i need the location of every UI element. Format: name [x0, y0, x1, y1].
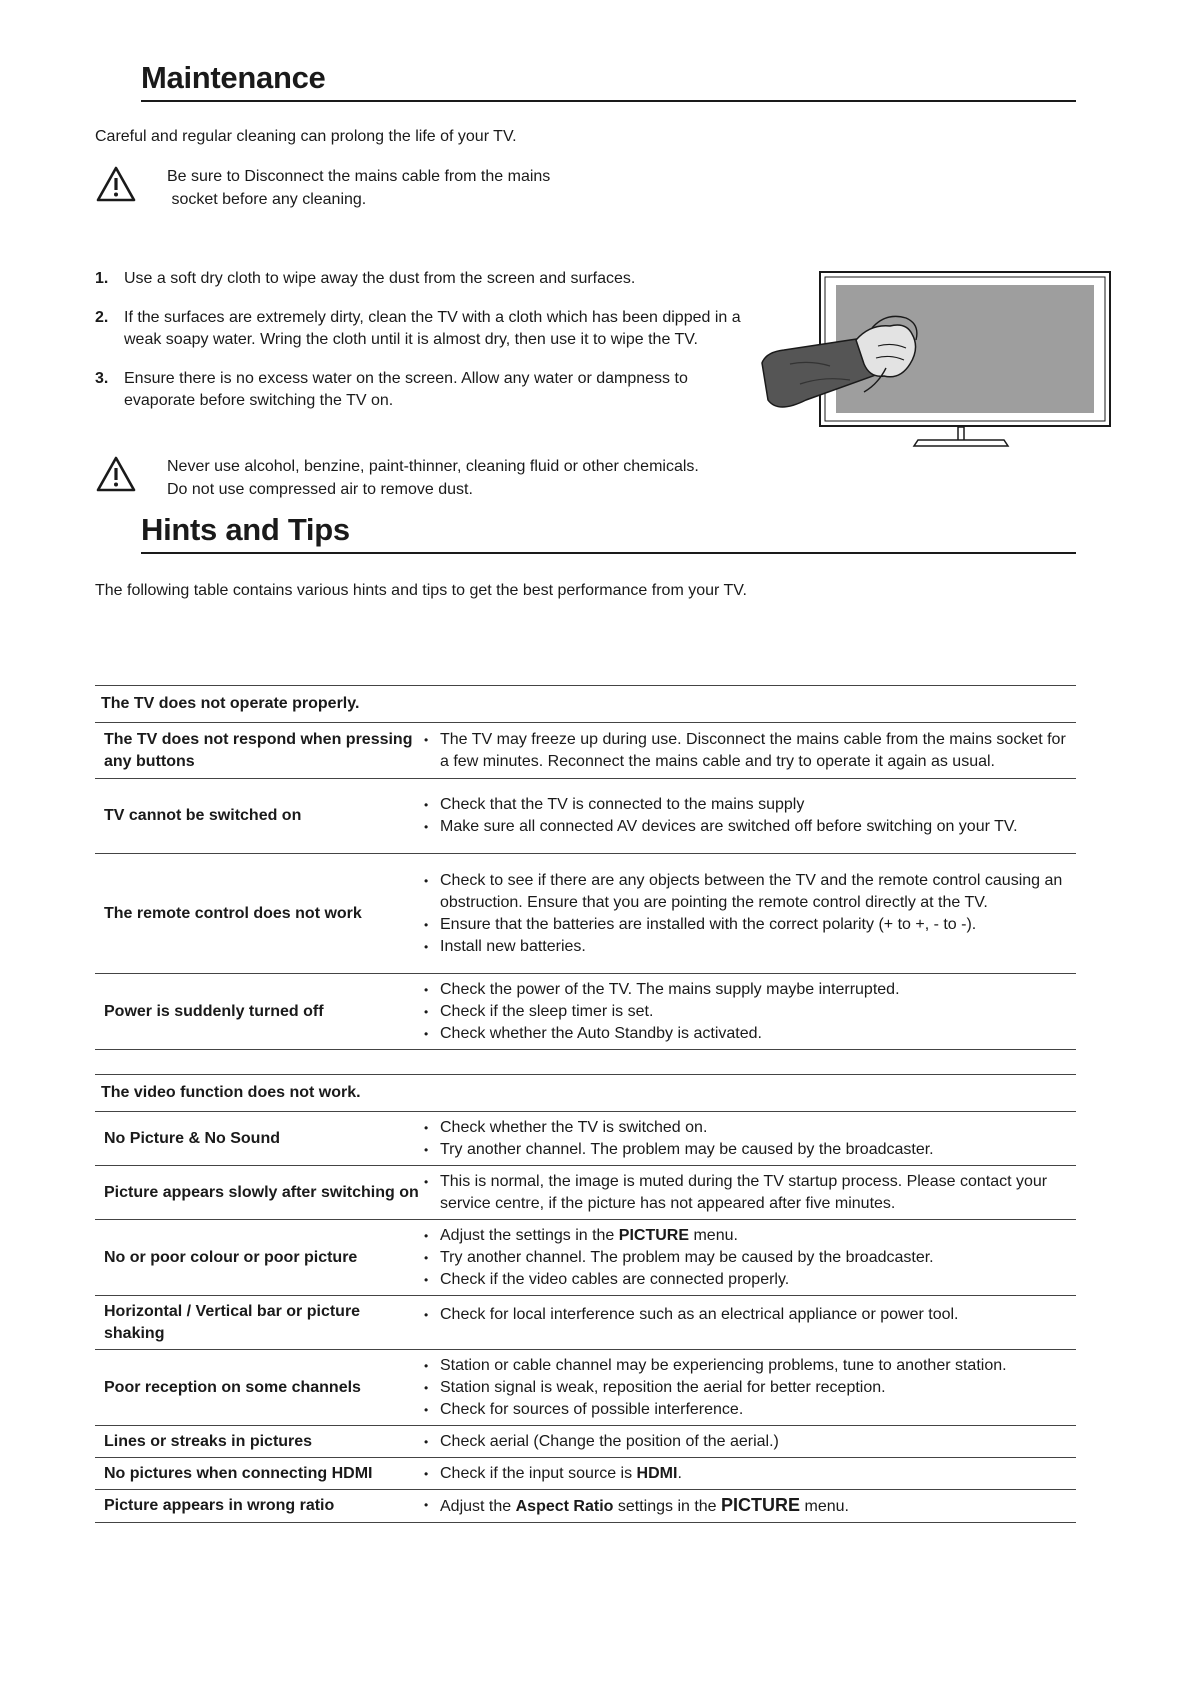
step-text: Use a soft dry cloth to wipe away the dust from the screen and surfaces. — [124, 270, 636, 287]
problem-cell: No pictures when connecting HDMI — [95, 1458, 422, 1490]
solution-cell — [422, 854, 1076, 974]
problem-cell: TV cannot be switched on — [95, 779, 422, 854]
hints-table-operate — [95, 685, 1076, 1050]
warning-triangle-icon — [95, 165, 137, 203]
solution-cell — [422, 974, 1076, 1050]
section-heading-row — [95, 1075, 1076, 1112]
solution-item: • Station signal is weak, reposition the aerial for better reception. — [422, 1377, 1076, 1399]
problem-cell: The TV does not respond when pressing any buttons — [95, 723, 422, 779]
table-row — [95, 1458, 1076, 1490]
solution-cell — [422, 1112, 1076, 1166]
cleaning-steps — [95, 268, 755, 429]
table-row — [95, 1166, 1076, 1220]
solution-item: • Check that the TV is connected to the mains supply — [422, 794, 1076, 816]
warning-triangle-icon — [95, 455, 137, 493]
solution-item: • Station or cable channel may be experiencing problems, tune to another station. — [422, 1355, 1076, 1377]
step-item — [95, 307, 755, 351]
solution-item — [422, 1494, 1076, 1518]
problem-cell: Picture appears in wrong ratio — [95, 1490, 422, 1523]
table-row — [95, 1350, 1076, 1426]
solution-item: • Try another channel. The problem may be caused by the broadcaster. — [422, 1139, 1076, 1161]
solution-text: Adjust the settings in the — [440, 1226, 619, 1244]
problem-cell: No Picture & No Sound — [95, 1112, 422, 1166]
solution-item: • Check to see if there are any objects between the TV and the remote control causing an obstruction. Ensure that you are pointing the remote control directly at the TV. — [422, 870, 1076, 914]
problem-cell: The remote control does not work — [95, 854, 422, 974]
table-row — [95, 1490, 1076, 1523]
tv-cleaning-illustration — [760, 268, 1120, 453]
table-row — [95, 1112, 1076, 1166]
warning-line: Be sure to Disconnect the mains cable from the mains — [167, 168, 551, 185]
menu-keyword: PICTURE — [721, 1495, 801, 1515]
problem-cell: Power is suddenly turned off — [95, 974, 422, 1050]
hints-title: Hints and Tips — [141, 512, 1076, 554]
solution-item: • Check whether the TV is switched on. — [422, 1117, 1076, 1139]
solution-cell — [422, 1166, 1076, 1220]
solution-item: • Check for sources of possible interference. — [422, 1399, 1076, 1421]
solution-cell — [422, 723, 1076, 779]
step-number: 1. — [95, 270, 109, 287]
solution-cell — [422, 1490, 1076, 1523]
maintenance-title: Maintenance — [141, 60, 1076, 102]
section-heading-row — [95, 686, 1076, 723]
solution-text: menu. — [689, 1226, 738, 1244]
table-row — [95, 723, 1076, 779]
solution-item — [422, 1463, 1076, 1485]
setting-keyword: Aspect Ratio — [515, 1498, 614, 1515]
solution-item: • The TV may freeze up during use. Disconnect the mains cable from the mains socket for a few minutes. Reconnect the mains cable and try to operate it again as usual. — [422, 729, 1076, 773]
hints-intro: The following table contains various hints and tips to get the best performance from your TV. — [95, 582, 747, 599]
step-number: 3. — [95, 370, 109, 387]
solution-item: • Check aerial (Change the position of the aerial.) — [422, 1431, 1076, 1453]
solution-item: • Check the power of the TV. The mains supply maybe interrupted. — [422, 979, 1076, 1001]
maintenance-intro: Careful and regular cleaning can prolong the life of your TV. — [95, 128, 517, 145]
solution-item: • Check if the sleep timer is set. — [422, 1001, 1076, 1023]
step-text: Ensure there is no excess water on the screen. Allow any water or dampness to evaporate before switching the TV on. — [124, 370, 688, 409]
table-row — [95, 1426, 1076, 1458]
solution-cell — [422, 1458, 1076, 1490]
solution-cell — [422, 1426, 1076, 1458]
step-number: 2. — [95, 309, 109, 326]
table-row — [95, 1220, 1076, 1296]
problem-cell: Poor reception on some channels — [95, 1350, 422, 1426]
step-item — [95, 268, 755, 290]
solution-item: • Make sure all connected AV devices are switched off before switching on your TV. — [422, 816, 1076, 838]
solution-text: Check if the input source is — [440, 1464, 637, 1482]
solution-text: menu. — [800, 1498, 849, 1515]
solution-cell — [422, 1296, 1076, 1350]
problem-cell: Lines or streaks in pictures — [95, 1426, 422, 1458]
solution-item: • Check for local interference such as an electrical appliance or power tool. — [422, 1304, 1076, 1326]
problem-cell: Horizontal / Vertical bar or picture shaking — [95, 1296, 422, 1350]
table-row — [95, 1296, 1076, 1350]
solution-item: • This is normal, the image is muted during the TV startup process. Please contact your service centre, if the picture has not appeared after five minutes. — [422, 1171, 1076, 1215]
solution-cell — [422, 1220, 1076, 1296]
warning-line: Do not use compressed air to remove dust. — [167, 481, 473, 498]
hints-table-video — [95, 1074, 1076, 1523]
section-heading: The video function does not work. — [95, 1075, 1076, 1112]
step-text: If the surfaces are extremely dirty, clean the TV with a cloth which has been dipped in a weak soapy water. Wring the cloth until it is almost dry, then use it to wipe the TV. — [124, 309, 741, 348]
solution-item: • Check whether the Auto Standby is activated. — [422, 1023, 1076, 1045]
problem-cell: Picture appears slowly after switching on — [95, 1166, 422, 1220]
solution-text: . — [677, 1464, 682, 1482]
menu-keyword: PICTURE — [618, 1226, 690, 1244]
solution-item: • Try another channel. The problem may be caused by the broadcaster. — [422, 1247, 1076, 1269]
solution-text: settings in the — [613, 1498, 722, 1515]
solution-item: • Ensure that the batteries are installed with the correct polarity (+ to +, - to -). — [422, 914, 1076, 936]
problem-cell: No or poor colour or poor picture — [95, 1220, 422, 1296]
step-item — [95, 368, 755, 412]
solution-text: Adjust the — [440, 1498, 516, 1515]
table-row — [95, 779, 1076, 854]
warning-line: Never use alcohol, benzine, paint-thinner, cleaning fluid or other chemicals. — [167, 458, 699, 475]
table-row — [95, 854, 1076, 974]
warning-line: socket before any cleaning. — [167, 191, 367, 208]
solution-item: • Check if the video cables are connected properly. — [422, 1269, 1076, 1291]
solution-cell — [422, 779, 1076, 854]
solution-cell — [422, 1350, 1076, 1426]
solution-item — [422, 1225, 1076, 1247]
input-keyword: HDMI — [636, 1464, 678, 1482]
table-row — [95, 974, 1076, 1050]
section-heading: The TV does not operate properly. — [95, 686, 1076, 723]
solution-item: • Install new batteries. — [422, 936, 1076, 958]
